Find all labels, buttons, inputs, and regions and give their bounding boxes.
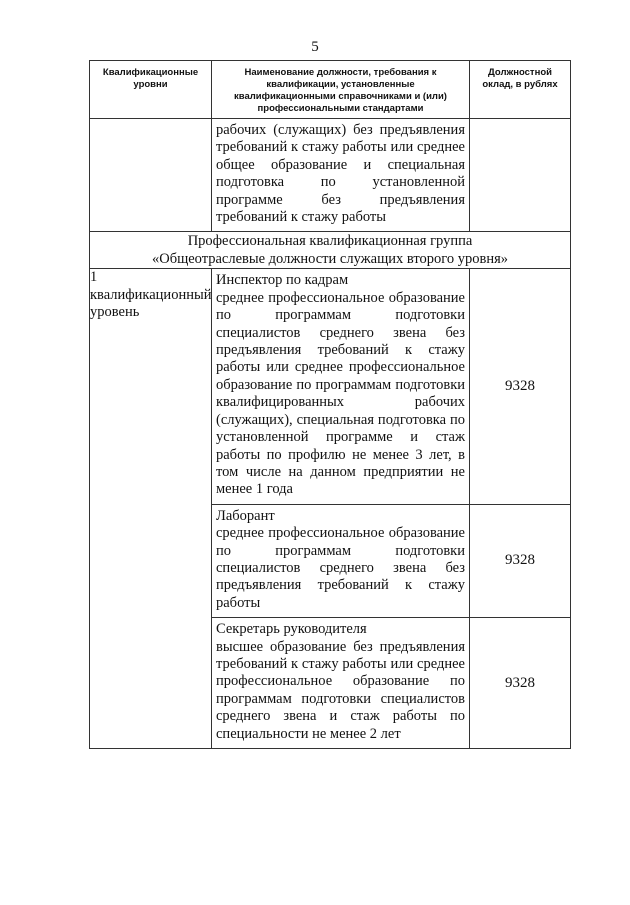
qualification-level-label: 1 квалификационный уровень: [90, 269, 212, 321]
position-block: [212, 618, 469, 748]
position-requirements: среднее профессиональное образование по программам подготовки специалистов среднего звена без предъявления требований к стажу работы или среднее профессиональное образование по программам подготовки квалифицированных рабочих (служащих), специальная подготовка по установленной программе и стаж работы по профилю не менее 3 лет, в том числе на данном предприятии не менее 1 года: [216, 289, 465, 498]
continuation-text: рабочих (служащих) без предъявления требований к стажу работы или среднее общее образование и специальная подготовка по установленной программе без предъявления требований к стажу работы: [216, 122, 465, 226]
position-requirements: высшее образование без предъявления требований к стажу работы или среднее профессиональное образование по программам подготовки специалистов среднего звена и стаж работы по специальности не менее 2 лет: [216, 638, 465, 742]
continuation-requirements: [212, 119, 470, 232]
salary-value: 9328: [470, 618, 571, 749]
table-header-row: [90, 61, 571, 119]
header-salary: Должностной оклад, в рублях: [470, 61, 571, 119]
table-row: [90, 269, 571, 504]
position-cell: [212, 618, 470, 749]
qualification-salary-table: [89, 60, 571, 749]
position-block: [212, 269, 469, 503]
empty-salary-cell: [470, 119, 571, 232]
position-title: Лаборант: [216, 507, 275, 524]
table-row-continuation: [90, 119, 571, 232]
position-cell: [212, 269, 470, 504]
position-cell: [212, 504, 470, 617]
table-row-group-title: [90, 232, 571, 269]
empty-level-cell: [90, 119, 212, 232]
position-requirements: среднее профессиональное образование по программам подготовки специалистов среднего звена без предъявления требований к стажу работы: [216, 525, 465, 611]
header-position-requirements: Наименование должности, требования к квалификации, установленные квалификационными справочниками и (или) профессиональными стандартами: [212, 61, 470, 119]
header-qualification-levels: Квалификационные уровни: [90, 61, 212, 119]
group-title-line2: «Общеотраслевые должности служащих второго уровня»: [151, 251, 509, 268]
salary-value: 9328: [470, 269, 571, 504]
page-number: 5: [311, 39, 319, 55]
qualification-level-cell: [90, 269, 212, 749]
salary-value: 9328: [470, 504, 571, 617]
position-block: [212, 505, 469, 617]
group-title-cell: [90, 232, 571, 269]
position-title: Секретарь руководителя: [216, 621, 367, 638]
group-title-line1: Профессиональная квалификационная группа: [187, 233, 473, 250]
position-title: Инспектор по кадрам: [216, 272, 349, 289]
